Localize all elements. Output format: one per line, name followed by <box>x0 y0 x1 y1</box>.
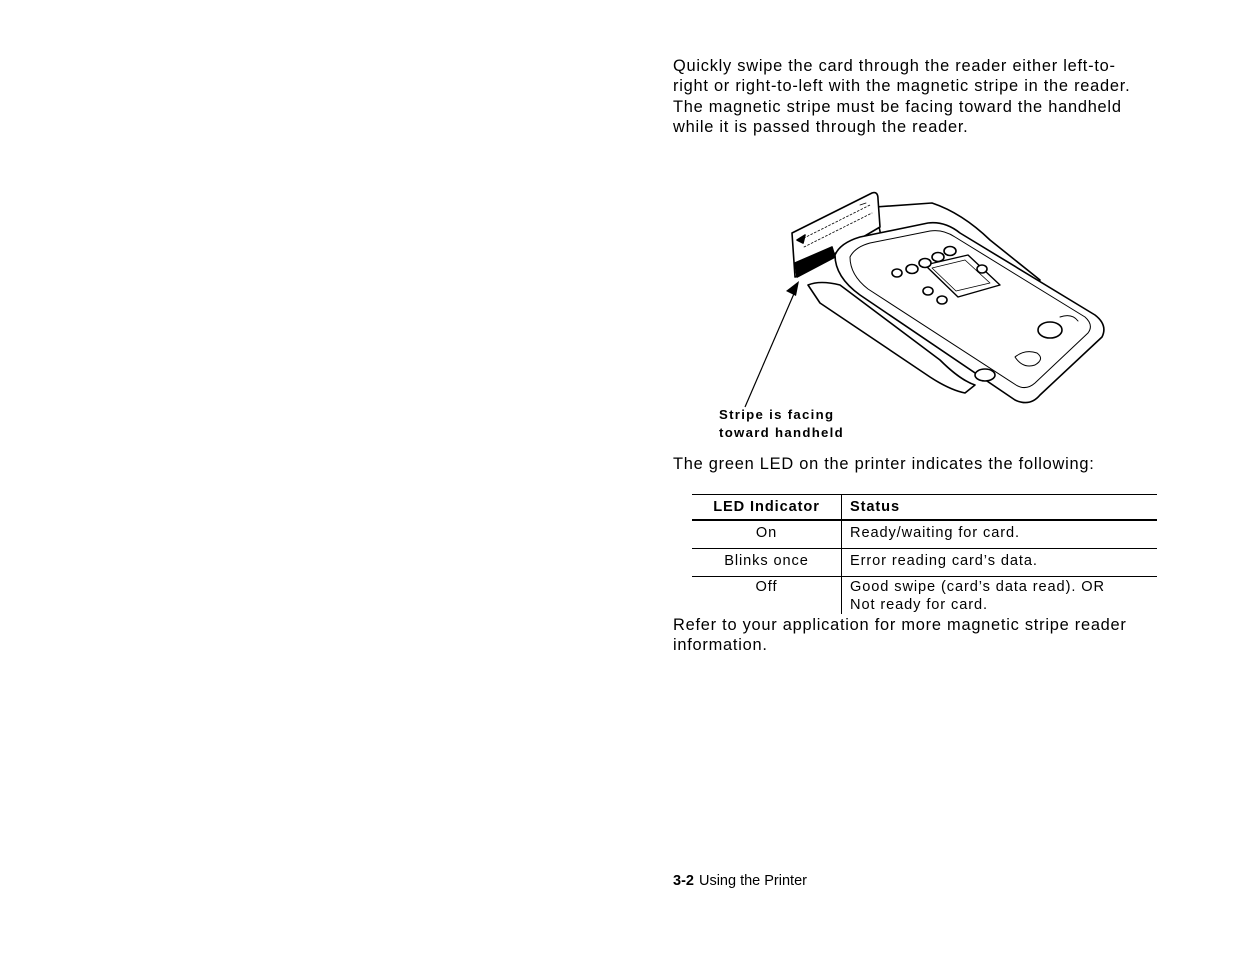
intro-line: Quickly swipe the card through the reader either left-to- <box>673 57 1116 75</box>
card-swipe-figure <box>700 185 1120 420</box>
intro-paragraph <box>673 56 1193 138</box>
status-line: Not ready for card. <box>850 597 988 613</box>
intro-line: right or right-to-left with the magnetic stripe in the reader. <box>673 77 1131 96</box>
section-title: Using the Printer <box>698 873 807 889</box>
refer-line: Refer to your application for more magnetic stripe reader <box>673 616 1127 634</box>
table-row <box>692 577 1157 615</box>
column-header-status: Status <box>842 495 1158 521</box>
intro-line: The magnetic stripe must be facing toward the handheld <box>673 97 1122 116</box>
status-cell <box>842 577 1158 615</box>
led-intro-paragraph: The green LED on the printer indicates the following: <box>673 455 1095 473</box>
refer-line: information. <box>673 636 768 655</box>
table-row <box>692 549 1157 577</box>
led-indicator-cell: On <box>692 520 842 549</box>
callout-line: toward handheld <box>719 425 844 440</box>
led-indicator-cell: Off <box>692 577 842 615</box>
refer-paragraph <box>673 615 1193 656</box>
column-header-led-indicator: LED Indicator <box>692 495 842 521</box>
led-status-table <box>692 494 1157 614</box>
status-line: Good swipe (card’s data read). OR <box>850 579 1105 595</box>
table-row <box>692 520 1157 549</box>
status-line: Ready/waiting for card. <box>850 525 1020 541</box>
status-line: Error reading card’s data. <box>850 553 1038 569</box>
stripe-callout <box>719 406 844 442</box>
page-number: 3-2 <box>673 873 694 889</box>
callout-line: Stripe is facing <box>719 407 835 422</box>
led-indicator-cell: Blinks once <box>692 549 842 577</box>
status-cell <box>842 549 1158 577</box>
table-header-row <box>692 495 1157 521</box>
intro-line: while it is passed through the reader. <box>673 118 969 137</box>
status-cell <box>842 520 1158 549</box>
page-footer <box>673 873 807 889</box>
arrow-icon <box>745 281 799 407</box>
